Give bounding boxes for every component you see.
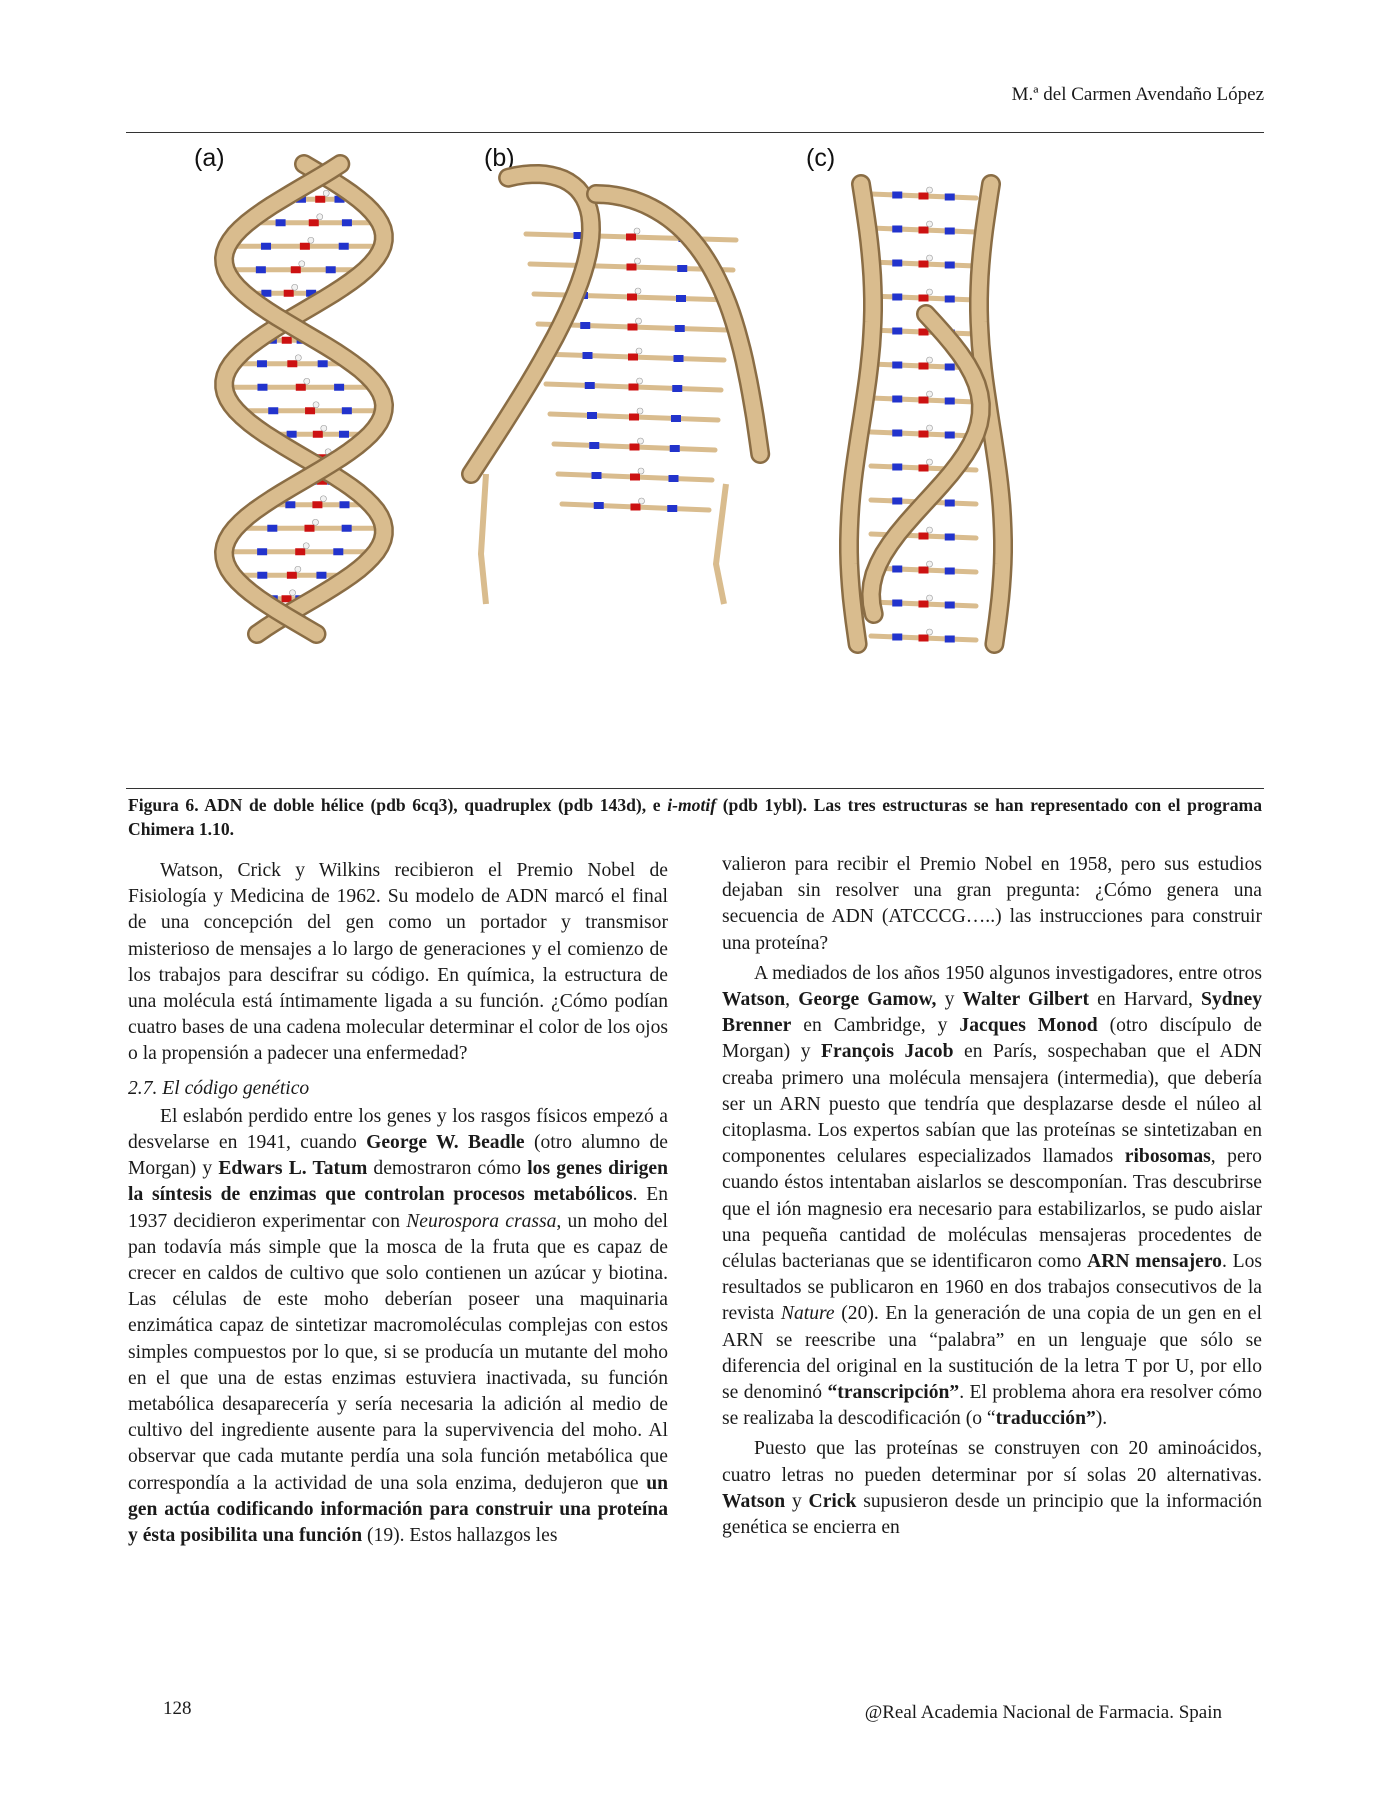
panel-label-b: (b) bbox=[484, 144, 515, 172]
oxygen-atom bbox=[627, 264, 637, 271]
nitrogen-atom bbox=[316, 572, 326, 579]
nitrogen-atom bbox=[675, 325, 685, 332]
paragraph: valieron para recibir el Premio Nobel en 1958, pero sus estudios dejaban sin resolver una gran pregunta: ¿Cómo genera una secuencia de ADN (ATCCCG…..) las instrucciones para construir una proteína? bbox=[722, 854, 1262, 954]
nitrogen-atom bbox=[892, 464, 902, 471]
nitrogen-atom bbox=[892, 566, 902, 573]
nitrogen-atom bbox=[677, 265, 687, 272]
hydrogen-atom bbox=[304, 378, 310, 384]
nitrogen-atom bbox=[342, 525, 352, 532]
nitrogen-atom bbox=[256, 266, 266, 273]
oxygen-atom bbox=[919, 533, 929, 540]
nitrogen-atom bbox=[892, 430, 902, 437]
nitrogen-atom bbox=[945, 534, 955, 541]
caption-text: Figura 6. ADN de doble hélice (pdb 6cq3), quadruplex (pdb 143d), e bbox=[128, 795, 668, 815]
hydrogen-atom bbox=[308, 237, 314, 243]
hydrogen-atom bbox=[303, 543, 309, 549]
quadruplex-tail-1 bbox=[481, 474, 486, 604]
nitrogen-atom bbox=[892, 396, 902, 403]
hydrogen-atom bbox=[295, 355, 301, 361]
nitrogen-atom bbox=[945, 602, 955, 609]
oxygen-atom bbox=[315, 196, 325, 203]
nitrogen-atom bbox=[892, 498, 902, 505]
caption-rule bbox=[126, 788, 1264, 789]
caption-italic-term: i-motif bbox=[667, 795, 717, 815]
dna-structures-illustration bbox=[126, 134, 1264, 786]
oxygen-atom bbox=[296, 384, 306, 391]
oxygen-atom bbox=[919, 397, 929, 404]
oxygen-atom bbox=[919, 193, 929, 200]
hydrogen-atom bbox=[638, 438, 644, 444]
hydrogen-atom bbox=[636, 348, 642, 354]
oxygen-atom bbox=[295, 548, 305, 555]
section-heading: 2.7. El código genético bbox=[128, 1077, 310, 1099]
nitrogen-atom bbox=[342, 219, 352, 226]
nitrogen-atom bbox=[333, 548, 343, 555]
nitrogen-atom bbox=[268, 407, 278, 414]
nitrogen-atom bbox=[945, 636, 955, 643]
nitrogen-atom bbox=[672, 385, 682, 392]
hydrogen-atom bbox=[312, 519, 318, 525]
nitrogen-atom bbox=[892, 260, 902, 267]
oxygen-atom bbox=[919, 635, 929, 642]
nitrogen-atom bbox=[580, 322, 590, 329]
nitrogen-atom bbox=[945, 500, 955, 507]
hydrogen-atom bbox=[634, 228, 640, 234]
i-motif-model bbox=[849, 184, 1003, 644]
hydrogen-atom bbox=[927, 289, 933, 295]
oxygen-atom bbox=[919, 465, 929, 472]
oxygen-atom bbox=[919, 363, 929, 370]
nitrogen-atom bbox=[587, 412, 597, 419]
nitrogen-atom bbox=[945, 364, 955, 371]
oxygen-atom bbox=[919, 261, 929, 268]
nitrogen-atom bbox=[267, 525, 277, 532]
nitrogen-atom bbox=[892, 600, 902, 607]
caption-text-end: (pdb 1ybl). Las tres estructuras se han representado con el programa Chimera 1.10. bbox=[128, 795, 1262, 839]
oxygen-atom bbox=[287, 360, 297, 367]
nitrogen-atom bbox=[945, 568, 955, 575]
hydrogen-atom bbox=[927, 425, 933, 431]
hydrogen-atom bbox=[292, 284, 298, 290]
figure-caption bbox=[128, 793, 1262, 841]
nitrogen-atom bbox=[676, 295, 686, 302]
nitrogen-atom bbox=[276, 219, 286, 226]
oxygen-atom bbox=[919, 227, 929, 234]
paragraph: El eslabón perdido entre los genes y los rasgos físicos empezó a desvelarse en 1941, cuando George W. Beadle (otro alumno de Morgan) y Edwars L. Tatum demostraron cómo los genes dirigen la síntesis de enzimas que controlan procesos metabólicos. En 1937 decidieron experimentar con Neurospora crassa, un moho del pan todavía más simple que la mosca de la fruta que es capaz de crecer en caldos de cultivo que solo contienen un azúcar y biotina. Las células de este moho deberían poseer una maquinaria enzimática capaz de sintetizar macromoléculas complejas con estos simples compuestos por lo que, si se producía un mutante del moho en el que una de estas enzimas estuviera inactivada, su función metabólica desaparecería y sería necesaria la adición al medio de cultivo del ingrediente ausente para la supervivencia del moho. Al observar que cada mutante perdía una sola función metabólica que correspondía a la actividad de una sola enzima, dedujeron que un gen actúa codificando información para construir una proteína y ésta posibilita una función (19). Estos hallazgos les bbox=[128, 1105, 668, 1547]
right-column bbox=[722, 852, 1262, 1545]
nitrogen-atom bbox=[945, 262, 955, 269]
nitrogen-atom bbox=[334, 384, 344, 391]
nitrogen-atom bbox=[594, 502, 604, 509]
quadruplex-tail-2 bbox=[716, 484, 726, 604]
page-number: 128 bbox=[163, 1698, 192, 1719]
nitrogen-atom bbox=[287, 431, 297, 438]
hydrogen-atom bbox=[927, 221, 933, 227]
nitrogen-atom bbox=[674, 355, 684, 362]
nitrogen-atom bbox=[945, 432, 955, 439]
hydrogen-atom bbox=[927, 459, 933, 465]
oxygen-atom bbox=[630, 474, 640, 481]
hydrogen-atom bbox=[317, 214, 323, 220]
hydrogen-atom bbox=[927, 561, 933, 567]
hydrogen-atom bbox=[927, 187, 933, 193]
hydrogen-atom bbox=[637, 378, 643, 384]
hydrogen-atom bbox=[290, 590, 296, 596]
oxygen-atom bbox=[629, 384, 639, 391]
hydrogen-atom bbox=[638, 468, 644, 474]
nitrogen-atom bbox=[257, 548, 267, 555]
hydrogen-atom bbox=[927, 391, 933, 397]
nitrogen-atom bbox=[257, 360, 267, 367]
nitrogen-atom bbox=[945, 296, 955, 303]
nitrogen-atom bbox=[892, 362, 902, 369]
oxygen-atom bbox=[304, 525, 314, 532]
nitrogen-atom bbox=[583, 352, 593, 359]
hydrogen-atom bbox=[927, 595, 933, 601]
hydrogen-atom bbox=[636, 318, 642, 324]
panel-label-c: (c) bbox=[806, 144, 836, 172]
oxygen-atom bbox=[628, 354, 638, 361]
hydrogen-atom bbox=[321, 425, 327, 431]
hydrogen-atom bbox=[637, 408, 643, 414]
nitrogen-atom bbox=[671, 415, 681, 422]
nitrogen-atom bbox=[326, 266, 336, 273]
hydrogen-atom bbox=[927, 357, 933, 363]
oxygen-atom bbox=[627, 294, 637, 301]
hydrogen-atom bbox=[295, 566, 301, 572]
hydrogen-atom bbox=[320, 496, 326, 502]
dna-structures-figure bbox=[126, 134, 1264, 786]
double-helix-model bbox=[224, 164, 384, 634]
oxygen-atom bbox=[628, 324, 638, 331]
hydrogen-atom bbox=[927, 255, 933, 261]
hydrogen-atom bbox=[639, 498, 645, 504]
nitrogen-atom bbox=[670, 445, 680, 452]
quadruplex-model bbox=[471, 174, 760, 604]
hydrogen-atom bbox=[635, 258, 641, 264]
hydrogen-atom bbox=[635, 288, 641, 294]
nitrogen-atom bbox=[669, 475, 679, 482]
nitrogen-atom bbox=[892, 634, 902, 641]
oxygen-atom bbox=[309, 219, 319, 226]
oxygen-atom bbox=[282, 337, 292, 344]
footer-copyright: @Real Academia Nacional de Farmacia. Spain bbox=[864, 1702, 1222, 1723]
running-header-author: M.ª del Carmen Avendaño López bbox=[1011, 84, 1264, 105]
oxygen-atom bbox=[284, 290, 294, 297]
nitrogen-atom bbox=[892, 192, 902, 199]
nitrogen-atom bbox=[945, 398, 955, 405]
hydrogen-atom bbox=[313, 402, 319, 408]
nitrogen-atom bbox=[339, 243, 349, 250]
nitrogen-atom bbox=[892, 294, 902, 301]
oxygen-atom bbox=[629, 414, 639, 421]
nitrogen-atom bbox=[342, 407, 352, 414]
nitrogen-atom bbox=[589, 442, 599, 449]
paragraph: Puesto que las proteínas se construyen con 20 aminoácidos, cuatro letras no pueden determinar por sí solas 20 alternativas. Watson y Crick supusieron desde un principio que la información genética se encierra en bbox=[722, 1438, 1263, 1539]
nitrogen-atom bbox=[261, 243, 271, 250]
nitrogen-atom bbox=[945, 228, 955, 235]
oxygen-atom bbox=[919, 295, 929, 302]
nitrogen-atom bbox=[945, 194, 955, 201]
oxygen-atom bbox=[919, 567, 929, 574]
header-rule bbox=[126, 132, 1264, 133]
oxygen-atom bbox=[631, 504, 641, 511]
oxygen-atom bbox=[312, 501, 322, 508]
nitrogen-atom bbox=[257, 572, 267, 579]
hydrogen-atom bbox=[323, 190, 329, 196]
nitrogen-atom bbox=[585, 382, 595, 389]
oxygen-atom bbox=[282, 595, 292, 602]
oxygen-atom bbox=[287, 572, 297, 579]
oxygen-atom bbox=[300, 243, 310, 250]
nitrogen-atom bbox=[285, 501, 295, 508]
nitrogen-atom bbox=[339, 501, 349, 508]
nitrogen-atom bbox=[667, 505, 677, 512]
oxygen-atom bbox=[919, 431, 929, 438]
oxygen-atom bbox=[626, 234, 636, 241]
nitrogen-atom bbox=[892, 226, 902, 233]
left-column bbox=[128, 858, 668, 1553]
paragraph: Watson, Crick y Wilkins recibieron el Premio Nobel de Fisiología y Medicina de 1962. Su modelo de ADN marcó el final de una concepción del gen como un portador y transmisor misterioso de mensajes a lo largo de generaciones y el comienzo de los trabajos para descifrar su código. En química, la estructura de una molécula está íntimamente ligada a su función. ¿Cómo podían cuatro bases de una cadena molecular determinar el color de los ojos o la propensión a padecer una enfermedad? bbox=[128, 860, 668, 1065]
nitrogen-atom bbox=[892, 328, 902, 335]
oxygen-atom bbox=[291, 266, 301, 273]
nitrogen-atom bbox=[257, 384, 267, 391]
panel-label-a: (a) bbox=[194, 144, 225, 172]
hydrogen-atom bbox=[927, 629, 933, 635]
hydrogen-atom bbox=[927, 527, 933, 533]
nitrogen-atom bbox=[339, 431, 349, 438]
nitrogen-atom bbox=[592, 472, 602, 479]
oxygen-atom bbox=[313, 431, 323, 438]
nitrogen-atom bbox=[318, 360, 328, 367]
oxygen-atom bbox=[305, 407, 315, 414]
oxygen-atom bbox=[630, 444, 640, 451]
oxygen-atom bbox=[919, 601, 929, 608]
paragraph: A mediados de los años 1950 algunos investigadores, entre otros Watson, George Gamow, y Walter Gilbert en Harvard, Sydney Brenner en Cambridge, y Jacques Monod (otro discípulo de Morgan) y François Jacob en París, sospechaban que el ADN creaba primero una molécula mensajera (intermedia), que debería ser un ARN puesto que tendría que desplazarse desde el núleo al citoplasma. Los expertos sabían que las proteínas se sintetizaban en componentes celulares especializados llamados ribosomas, pero cuando éstos intentaban aislarlos se descomponían. Tras descubrirse que el ión magnesio era necesario para estabilizarlos, se pudo aislar una pequeña cantidad de moléculas mensajeras procedentes de células bacterianas que se identificaron como ARN mensajero. Los resultados se publicaron en 1960 en dos trabajos consecutivos de la revista Nature (20). En la generación de una copia de un gen en el ARN se reescribe una “palabra” en un lenguaje que sólo se diferencia del original en la sustitución de la letra T por U, por ello se denominó “transcripción”. El problema ahora era resolver cómo se realizaba la descodificación (o “traducción”). bbox=[722, 962, 1263, 1430]
hydrogen-atom bbox=[299, 261, 305, 267]
